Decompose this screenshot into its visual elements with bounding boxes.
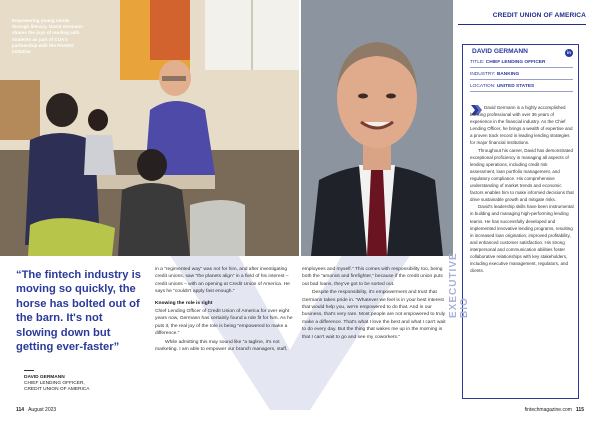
quote-divider (24, 370, 34, 371)
footer-right (525, 407, 584, 413)
issue-date: August 2023 (28, 407, 57, 413)
article-column-2 (302, 266, 446, 342)
site-url[interactable]: fintechmagazine.com (524, 407, 572, 413)
page-number-left: 114 (16, 407, 25, 413)
location-value: UNITED STATES (496, 84, 535, 89)
industry-key: INDUSTRY: (470, 72, 496, 77)
bio-text (470, 104, 574, 274)
quote-attribution (24, 375, 144, 393)
bio-title-row (470, 58, 573, 68)
classroom-reading-photo (0, 0, 299, 256)
article-paragraph: employees and myself.” This comes with responsibility too, being both the “arsonist and firefighter,” because if the credit union puts out bad loans, they've got to be sorted out. (302, 267, 443, 287)
bio-paragraph: David's leadership skills have been instrumental in building and managing high-performing lending teams. He has successfully developed and implemented innovative lending programs, resulting in increased loan origination, improved profitability, and enhanced customer satisfaction. His strong interpersonal and communication abilities foster collaborative relationships with key stakeholders, including executive management, regulators, and clients. (470, 204, 574, 274)
industry-value: BANKING (496, 72, 520, 77)
executive-bio-vertical-label: EXECUTIVE BIO (448, 252, 470, 318)
linkedin-icon[interactable]: in (565, 49, 573, 57)
photo-caption: Empowering young minds through literacy. David Germann shares the joys of reading with students as part of CUA's partnership with the PAHOO initiative (12, 18, 83, 55)
attribution-name: DAVID GERMANN (24, 375, 65, 380)
page-number-right: 115 (575, 407, 584, 413)
bio-name: DAVID GERMANN (472, 48, 528, 55)
bio-location-row (470, 82, 573, 92)
article-paragraph: While admitting this may sound like “a tagline, it's not marketing. I am able to empower our branch managers, staff, (155, 339, 288, 353)
pull-quote: “The fintech industry is moving so quickly, the horse has bolted out of the barn. It's not slowing down but getting ever-faster” (16, 269, 141, 354)
footer-left (16, 407, 56, 413)
article-paragraph: Chief Lending Officer of Credit Union of America for over eight years now, Germann has certainly found a role fit for him. As he puts it, the real joy of the role is being “empowered to make a difference.” (155, 309, 293, 337)
bio-paragraph: Throughout his career, David has demonstrated exceptional proficiency in managing all aspects of lending operations, including credit risk assessment, loan portfolio management, and regulatory compliance. His comprehensive understanding of market trends and economic factors enables him to make informed decisions that drive sustainable growth and mitigate risks. (470, 147, 574, 203)
article-paragraph: Despite the responsibility, it's empowerment and trust that Germann takes pride in. “Whatever we feel is in your best interest that would help you, we're empowered to do that. And in our business, that's very rare. Most people are not empowered to truly make a difference. That's what I love the best and what I can't wait to do every day. But the thing that wakes me up in the morning is that I can't wait to go and see my coworkers.” (302, 290, 446, 340)
portrait-illustration (301, 0, 453, 256)
company-heading: CREDIT UNION OF AMERICA (492, 12, 586, 19)
article-paragraph: in a “regimented way” was not for him, and after investigating credit unions, saw “the planets align” in a field of his interest – credit unions – with an opening at Credit Union of America. He says he “couldn't apply fast enough.” (155, 267, 290, 295)
executive-portrait-photo (301, 0, 453, 256)
bio-industry-row (470, 70, 573, 80)
title-value: CHIEF LENDING OFFICER (485, 60, 546, 65)
article-subheading: Knowing the role is right (155, 300, 213, 306)
article-column-1 (155, 266, 295, 354)
location-key: LOCATION: (470, 84, 496, 89)
attribution-title: CHIEF LENDING OFFICER, (24, 381, 85, 386)
bio-paragraph: David Germann is a highly accomplished banking professional with over 36 years of experience in the financial industry. As the Chief Lending Officer, he brings a wealth of expertise and a proven track record in leading lending strategies for major financial institutions. (470, 105, 573, 146)
company-heading-rule (458, 24, 586, 25)
attribution-company: CREDIT UNION OF AMERICA (24, 387, 90, 392)
title-key: TITLE: (470, 60, 485, 65)
